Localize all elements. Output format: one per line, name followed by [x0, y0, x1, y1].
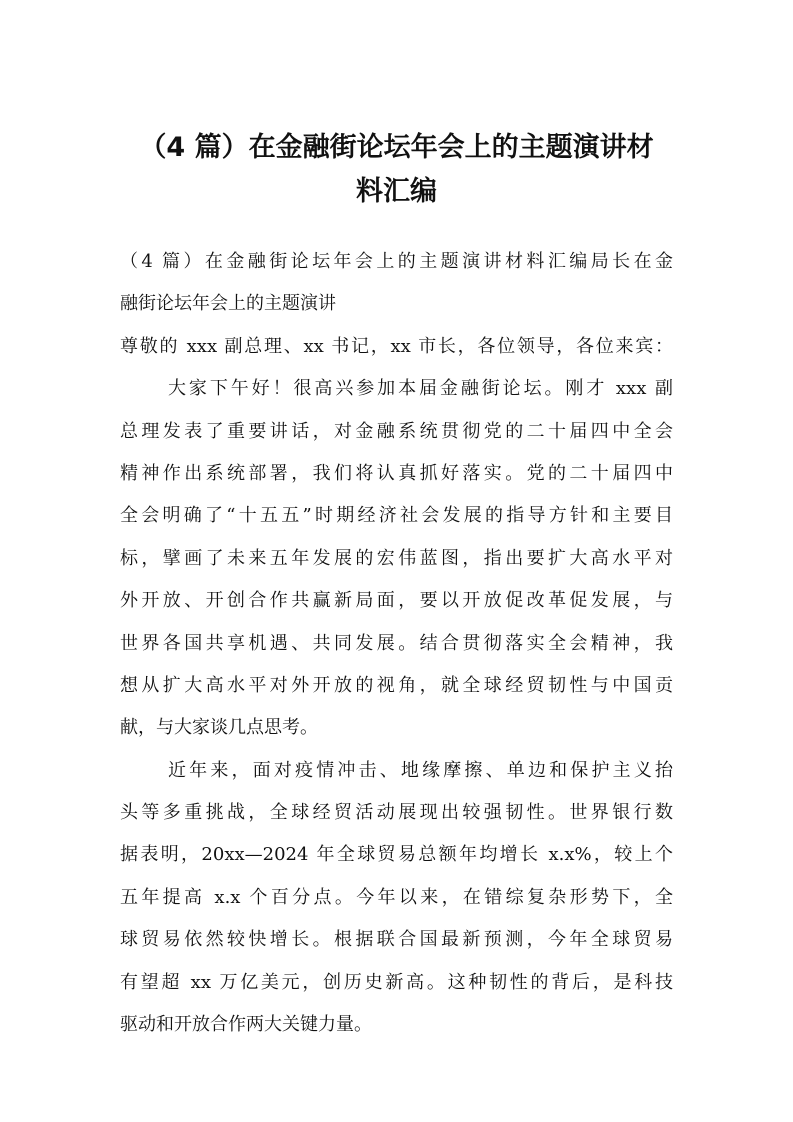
text-line: 总理发表了重要讲话，对金融系统贯彻党的二十届四中全会	[120, 420, 673, 442]
text-line: 据表明，20xx—2024 年全球贸易总额年均增长 x.x%，较上个	[120, 844, 673, 866]
text-line: 五年提高 x.x 个百分点。今年以来，在错综复杂形势下，全	[120, 886, 673, 908]
document-title	[100, 126, 693, 214]
text-line: 大家下午好！很高兴参加本届金融街论坛。刚才 xxx 副	[168, 378, 673, 400]
text-line: 世界各国共享机遇、共同发展。结合贯彻落实全会精神，我	[120, 632, 673, 654]
text-line: 外开放、开创合作共赢新局面，要以开放促改革促发展，与	[120, 590, 673, 612]
text-line: 驱动和开放合作两大关键力量。	[120, 1014, 372, 1036]
text-line: 近年来，面对疫情冲击、地缘摩擦、单边和保护主义抬	[168, 759, 673, 781]
title-line-2: 料汇编	[356, 176, 437, 207]
text-line: 想从扩大高水平对外开放的视角，就全球经贸韧性与中国贡	[120, 674, 673, 696]
text-line: 尊敬的 xxx 副总理、xx 书记，xx 市长，各位领导，各位来宾：	[120, 335, 673, 357]
title-line-1: （4 篇）在金融街论坛年会上的主题演讲材	[139, 132, 654, 163]
text-line: 头等多重挑战，全球经贸活动展现出较强韧性。世界银行数	[120, 802, 673, 824]
text-line: 球贸易依然较快增长。根据联合国最新预测，今年全球贸易	[120, 929, 673, 951]
text-line: 融街论坛年会上的主题演讲	[120, 293, 336, 315]
text-line: 精神作出系统部署，我们将认真抓好落实。党的二十届四中	[120, 462, 673, 484]
text-line: （4 篇）在金融街论坛年会上的主题演讲材料汇编局长在金	[120, 251, 673, 272]
text-line: 有望超 xx 万亿美元，创历史新高。这种韧性的背后，是科技	[120, 971, 673, 993]
text-line: 标，擘画了未来五年发展的宏伟蓝图，指出要扩大高水平对	[120, 547, 673, 569]
document-body	[120, 241, 673, 1046]
text-line: 全会明确了“十五五”时期经济社会发展的指导方针和主要目	[120, 505, 673, 527]
text-line: 献，与大家谈几点思考。	[120, 717, 318, 739]
